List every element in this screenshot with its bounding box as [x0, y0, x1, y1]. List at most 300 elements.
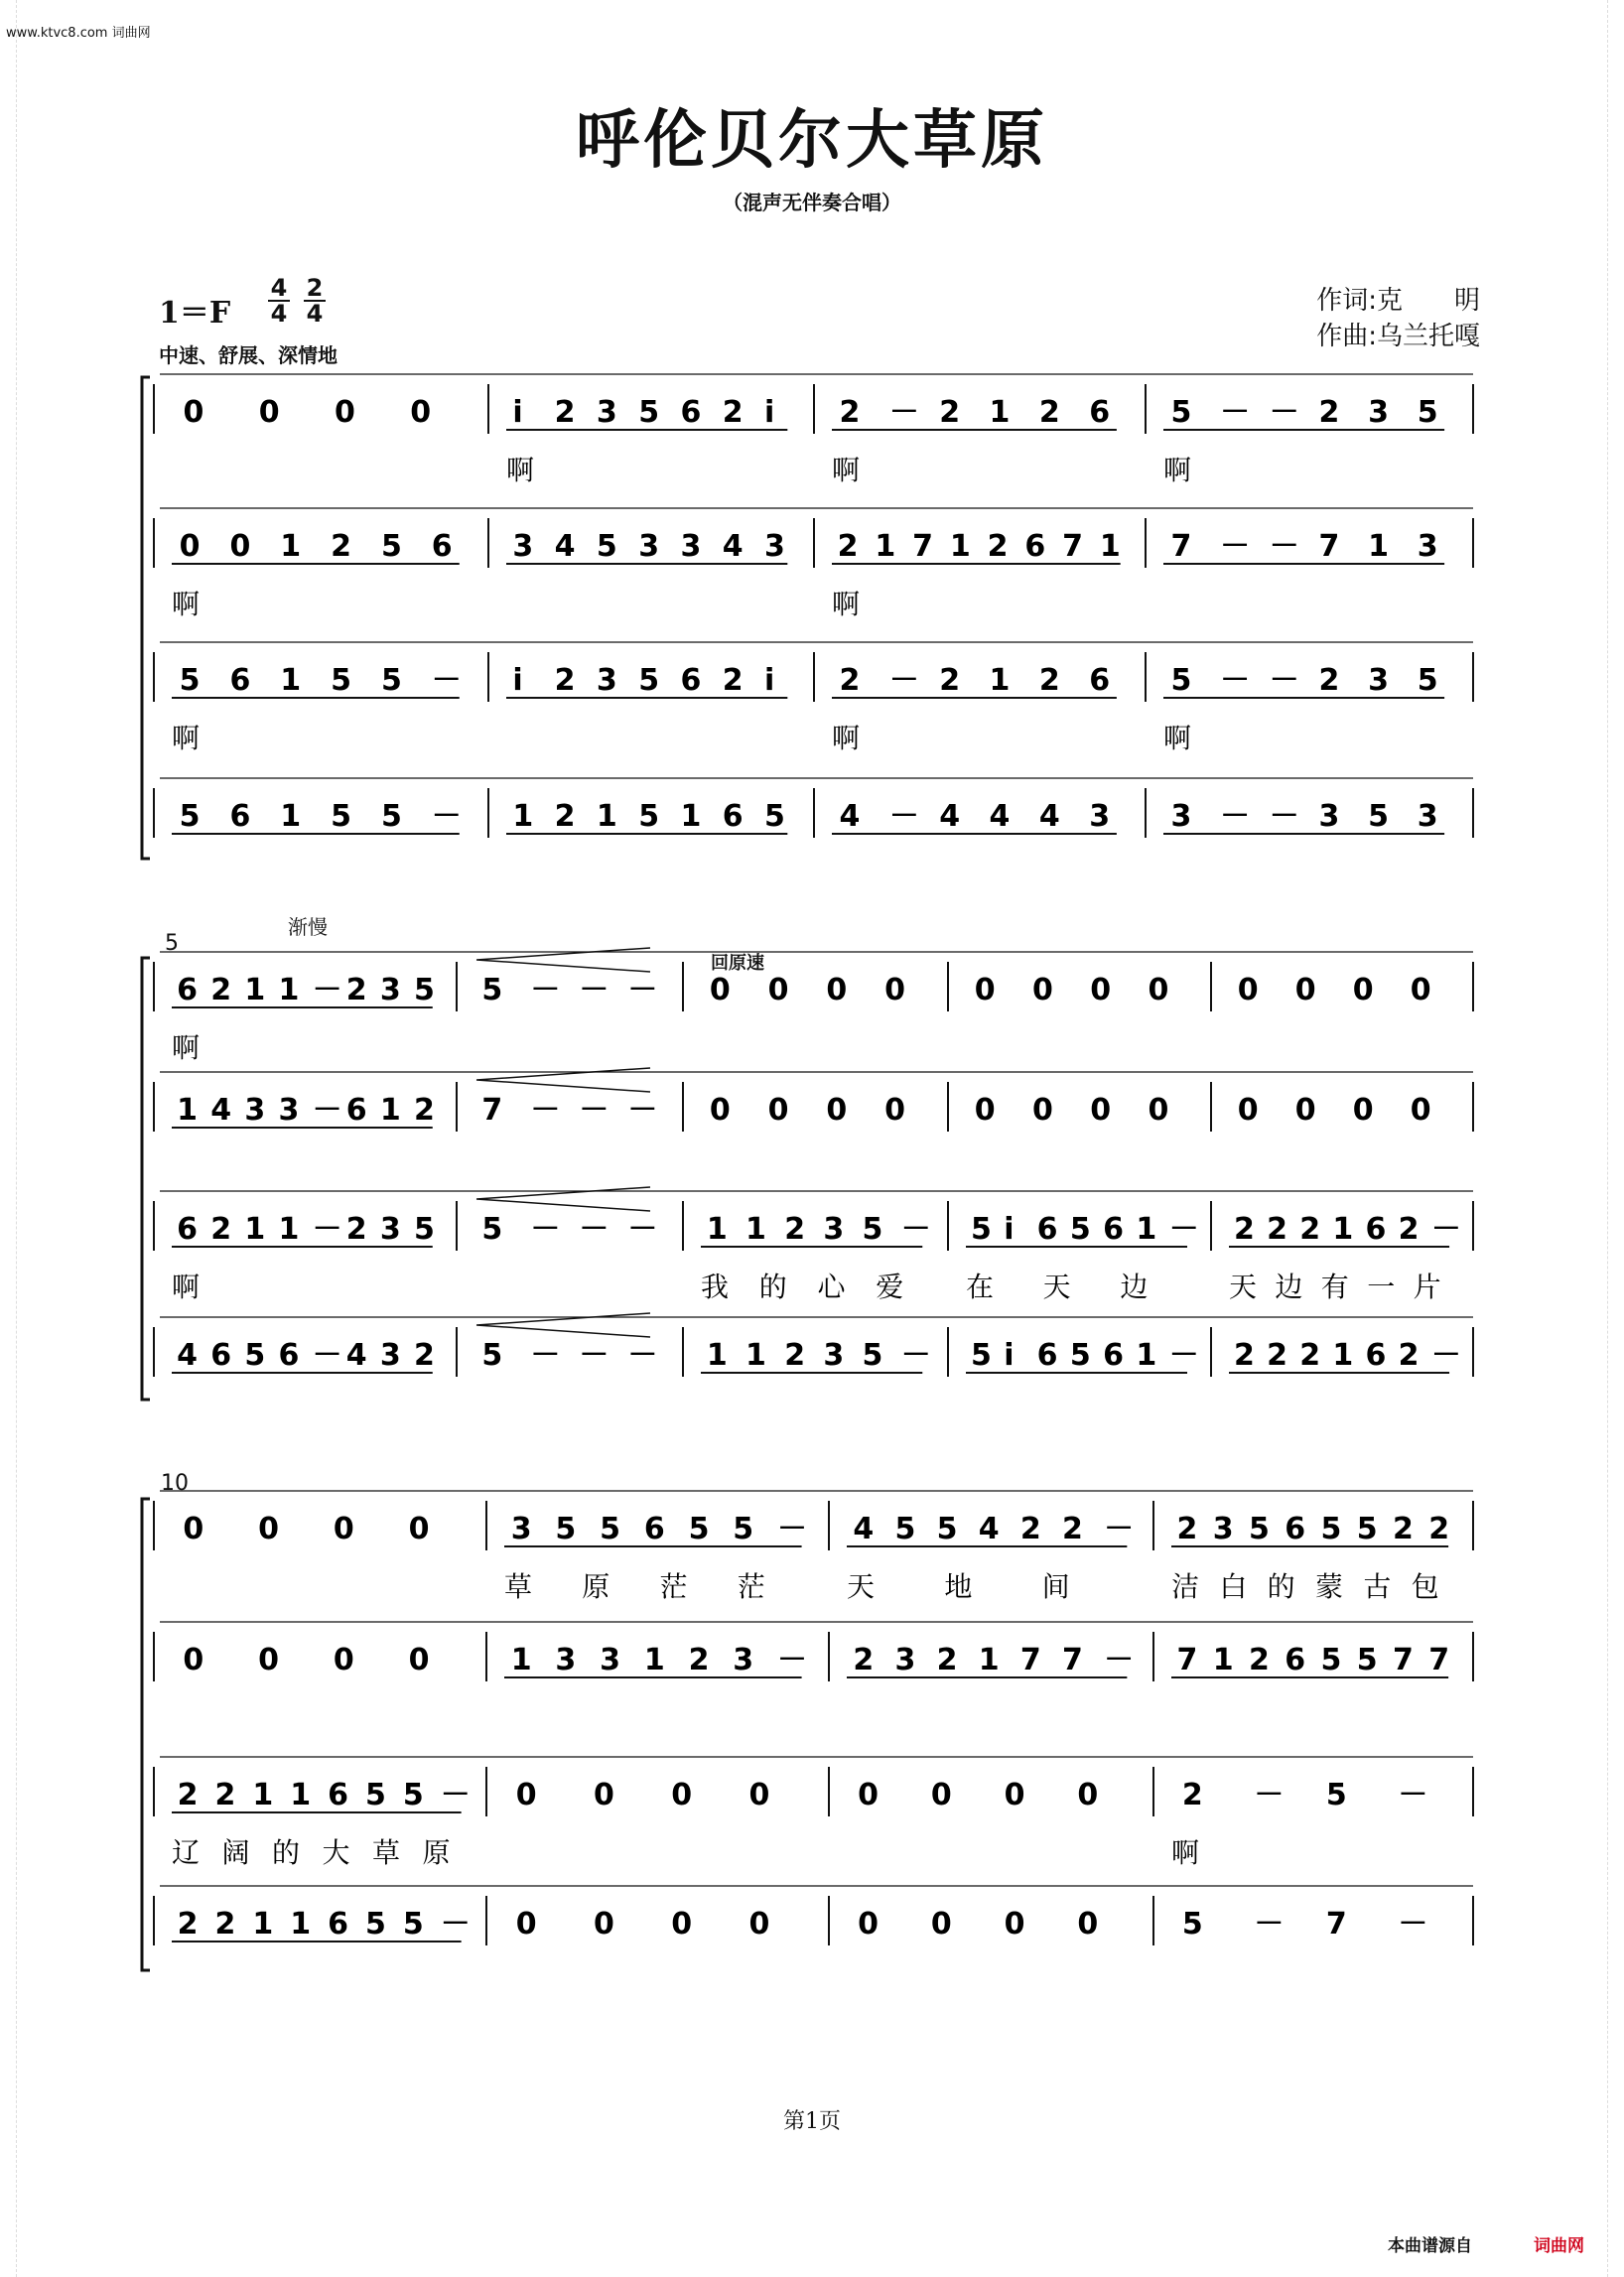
note: 0 — [1294, 1093, 1316, 1128]
note: 2 — [784, 1338, 806, 1373]
lyric-char: 原 — [582, 1570, 610, 1603]
note: － — [1254, 1907, 1285, 1942]
note: 2 — [1392, 1512, 1414, 1546]
note: 5 — [1170, 395, 1192, 430]
note: 0 — [826, 973, 848, 1007]
note: 2 — [784, 1212, 806, 1247]
note: 1 — [706, 1212, 728, 1247]
note: 2 — [1038, 395, 1060, 430]
note: 7 — [1325, 1907, 1347, 1942]
system-bracket — [142, 377, 150, 859]
note: 7 — [1062, 529, 1084, 564]
note: i — [764, 395, 775, 430]
note: 0 — [671, 1907, 693, 1942]
note: － — [579, 1338, 609, 1373]
note: 0 — [1410, 1093, 1431, 1128]
note: － — [579, 1212, 609, 1247]
lyric-char: 啊 — [832, 588, 861, 620]
note: 3 — [1170, 799, 1192, 834]
note: 0 — [258, 1512, 279, 1546]
lyric-char: 古 — [1363, 1570, 1392, 1603]
note: 1 — [177, 1093, 198, 1128]
note: 6 — [431, 529, 453, 564]
note: 0 — [183, 395, 204, 430]
note: 4 — [978, 1512, 1000, 1546]
time-signature-2-4: 2 4 — [304, 276, 326, 326]
note: i — [764, 663, 775, 698]
note: 2 — [214, 1907, 236, 1942]
note: 6 — [229, 799, 251, 834]
lyric-char: 在 — [966, 1271, 995, 1303]
note: 3 — [638, 529, 660, 564]
note: 2 — [1267, 1338, 1287, 1373]
note: 3 — [379, 1212, 401, 1247]
note: 0 — [1410, 973, 1431, 1007]
note: 2 — [554, 663, 576, 698]
note: 5 — [481, 973, 503, 1007]
note: 2 — [413, 1338, 435, 1373]
note: 1 — [278, 973, 300, 1007]
note: － — [900, 1212, 931, 1247]
note: 1 — [1332, 1338, 1354, 1373]
note: 2 — [1428, 1512, 1450, 1546]
tempo-marking: 中速、舒展、深情地 — [159, 343, 338, 367]
lyric-char: 白 — [1219, 1570, 1248, 1603]
note: 3 — [1368, 395, 1389, 430]
note: 6 — [722, 799, 744, 834]
note: 0 — [1090, 973, 1112, 1007]
lyric-char: 草 — [372, 1836, 401, 1869]
note: 2 — [345, 973, 367, 1007]
note: 0 — [408, 1643, 430, 1677]
note: 5 — [380, 663, 402, 698]
note: － — [312, 1212, 342, 1247]
note: － — [579, 973, 609, 1007]
lyric-char: 啊 — [172, 1031, 201, 1064]
footer-source: 本曲谱源自 — [1388, 2236, 1472, 2256]
lyric-char: 边 — [1120, 1271, 1149, 1303]
note: 0 — [515, 1907, 537, 1942]
note: 2 — [1398, 1212, 1420, 1247]
note: 0 — [767, 1093, 789, 1128]
note: 0 — [410, 395, 432, 430]
note: － — [440, 1778, 471, 1812]
lyric-char: 啊 — [832, 454, 861, 486]
lyric-char: 啊 — [172, 1271, 201, 1303]
note: 5 — [1356, 1643, 1378, 1677]
note: 0 — [1352, 973, 1374, 1007]
note: － — [312, 1093, 342, 1128]
note: 1 — [280, 663, 302, 698]
note: － — [312, 973, 342, 1007]
note: 5 — [481, 1212, 503, 1247]
note: 0 — [709, 1093, 731, 1128]
lyric-char: 啊 — [832, 722, 861, 754]
note: 4 — [839, 799, 861, 834]
note: 4 — [554, 529, 576, 564]
note: 5 — [402, 1907, 424, 1942]
note: 1 — [1332, 1212, 1354, 1247]
note: 2 — [214, 1778, 236, 1812]
note: 0 — [1352, 1093, 1374, 1128]
note: 0 — [334, 395, 355, 430]
note: 7 — [912, 529, 934, 564]
lyric-char: 啊 — [1163, 454, 1192, 486]
lyric-char: 啊 — [1163, 722, 1192, 754]
lyric-char: 一 — [1367, 1271, 1396, 1303]
note: 2 — [1233, 1338, 1255, 1373]
ritardando-mark: 渐慢 — [288, 915, 328, 939]
note: 1 — [978, 1643, 1000, 1677]
note: － — [440, 1907, 471, 1942]
note: － — [627, 1212, 658, 1247]
note: － — [1220, 395, 1251, 430]
lyric-char: 茫 — [737, 1570, 765, 1603]
note: 2 — [1299, 1212, 1321, 1247]
note: 6 — [643, 1512, 665, 1546]
note: 2 — [554, 799, 576, 834]
note: 3 — [510, 1512, 532, 1546]
note: 4 — [177, 1338, 198, 1373]
note: 6 — [177, 1212, 198, 1247]
note: i — [512, 663, 523, 698]
note: 0 — [1148, 973, 1169, 1007]
time-signature-4-4: 4 4 — [268, 276, 290, 326]
note: 5 — [733, 1512, 754, 1546]
note: 6 — [1036, 1212, 1058, 1247]
note: 5 — [331, 663, 351, 698]
lyric-char: 天 — [847, 1570, 876, 1603]
note: 5 — [638, 395, 660, 430]
note: 3 — [1089, 799, 1111, 834]
note: 1 — [1368, 529, 1389, 564]
note: － — [1220, 799, 1251, 834]
lyric-char: 地 — [944, 1570, 973, 1603]
lyric-char: 间 — [1041, 1570, 1070, 1603]
note: 5 — [413, 1212, 435, 1247]
note: 0 — [593, 1778, 614, 1812]
note: 6 — [328, 1778, 349, 1812]
note: 3 — [596, 395, 617, 430]
note: 1 — [643, 1643, 665, 1677]
note: 5 — [1356, 1512, 1378, 1546]
lyric-char: 大 — [322, 1836, 350, 1869]
note: 6 — [1365, 1338, 1387, 1373]
note: 0 — [333, 1512, 354, 1546]
note: 2 — [839, 663, 861, 698]
note: 2 — [331, 529, 351, 564]
footer-brand-link[interactable]: 词曲网 — [1534, 2236, 1584, 2256]
note: 6 — [229, 663, 251, 698]
note: 3 — [733, 1643, 754, 1677]
note: 1 — [244, 973, 266, 1007]
key-signature: 1＝F — [159, 296, 231, 331]
note: i — [512, 395, 523, 430]
note: 5 — [380, 529, 402, 564]
note: 0 — [974, 1093, 996, 1128]
note: 2 — [1233, 1212, 1255, 1247]
note: 0 — [671, 1778, 693, 1812]
note: － — [1430, 1338, 1461, 1373]
note: 1 — [290, 1778, 312, 1812]
note: 5 — [244, 1338, 266, 1373]
note: 3 — [823, 1212, 845, 1247]
measure-number-5: 5 — [165, 931, 179, 956]
note: 0 — [767, 973, 789, 1007]
note: 1 — [1212, 1643, 1234, 1677]
note: 1 — [1099, 529, 1121, 564]
note: － — [1430, 1212, 1461, 1247]
note: － — [1254, 1778, 1285, 1812]
lyric-char: 天 — [1042, 1271, 1071, 1303]
note: 2 — [177, 1907, 199, 1942]
lyric-char: 啊 — [172, 588, 201, 620]
lyric-char: 包 — [1411, 1570, 1439, 1603]
note: 3 — [1318, 799, 1340, 834]
note: 5 — [365, 1907, 386, 1942]
note: 7 — [1062, 1643, 1083, 1677]
note: 1 — [949, 529, 971, 564]
note: 0 — [930, 1778, 952, 1812]
note: 5 — [638, 799, 660, 834]
note: 3 — [244, 1093, 266, 1128]
note: 5 — [1417, 395, 1438, 430]
note: 3 — [680, 529, 702, 564]
note: 1 — [706, 1338, 728, 1373]
note: 1 — [244, 1212, 266, 1247]
note: 5 — [555, 1512, 577, 1546]
note: 3 — [1417, 799, 1438, 834]
note: － — [1269, 529, 1299, 564]
note: 2 — [554, 395, 576, 430]
note: － — [776, 1512, 807, 1546]
note: 5 — [402, 1778, 424, 1812]
note: － — [1220, 529, 1251, 564]
note: 0 — [748, 1907, 770, 1942]
note: 3 — [1212, 1512, 1234, 1546]
note: 5 — [600, 1512, 621, 1546]
note: 5 — [764, 799, 785, 834]
note: 6 — [1285, 1643, 1306, 1677]
note: － — [627, 1093, 658, 1128]
note: 0 — [884, 973, 905, 1007]
note: 5 — [970, 1212, 992, 1247]
note: 5 — [179, 663, 201, 698]
note: 3 — [379, 1338, 401, 1373]
note: 3 — [894, 1643, 916, 1677]
note: 3 — [278, 1093, 300, 1128]
lyric-char: 阔 — [221, 1836, 250, 1869]
note: 6 — [1103, 1338, 1125, 1373]
note: 2 — [1398, 1338, 1420, 1373]
note: i — [1004, 1212, 1015, 1247]
note: － — [1269, 395, 1299, 430]
note: 0 — [593, 1907, 614, 1942]
note: 1 — [680, 799, 702, 834]
note: 7 — [1170, 529, 1192, 564]
lyric-char: 啊 — [172, 722, 201, 754]
note: 1 — [989, 395, 1011, 430]
note: 6 — [1285, 1512, 1306, 1546]
note: 0 — [1294, 973, 1316, 1007]
lyric-char: 草 — [504, 1570, 533, 1603]
note: 0 — [1077, 1778, 1099, 1812]
note: 3 — [512, 529, 534, 564]
note: 5 — [936, 1512, 958, 1546]
note: 0 — [515, 1778, 537, 1812]
note: 2 — [1318, 663, 1340, 698]
note: 1 — [745, 1338, 766, 1373]
note: 0 — [1237, 1093, 1259, 1128]
note: 6 — [1036, 1338, 1058, 1373]
note: 2 — [210, 1212, 232, 1247]
note: 6 — [210, 1338, 232, 1373]
lyric-char: 心 — [817, 1271, 846, 1303]
note: 5 — [1325, 1778, 1347, 1812]
lyric-char: 有 — [1320, 1271, 1349, 1303]
lyric-char: 天 — [1229, 1271, 1258, 1303]
note: 5 — [1069, 1212, 1091, 1247]
system-bracket — [142, 958, 150, 1400]
note: 5 — [638, 663, 660, 698]
note: － — [900, 1338, 931, 1373]
note: 6 — [345, 1093, 367, 1128]
note: 6 — [1089, 395, 1111, 430]
note: － — [627, 1338, 658, 1373]
note: 1 — [252, 1778, 274, 1812]
note: 4 — [345, 1338, 367, 1373]
note: 2 — [987, 529, 1009, 564]
note: 0 — [1031, 1093, 1053, 1128]
score-layer — [142, 374, 1473, 1970]
note: － — [530, 1212, 561, 1247]
note: 2 — [1038, 663, 1060, 698]
note: 2 — [1019, 1512, 1041, 1546]
note: 5 — [862, 1338, 883, 1373]
note: － — [1104, 1643, 1135, 1677]
note: 0 — [183, 1643, 204, 1677]
note: － — [888, 395, 919, 430]
note: 5 — [365, 1778, 386, 1812]
note: 2 — [1062, 1512, 1083, 1546]
note: 0 — [179, 529, 201, 564]
note: 1 — [596, 799, 617, 834]
lyric-char: 我 — [701, 1271, 730, 1303]
note: － — [627, 973, 658, 1007]
note: 4 — [853, 1512, 875, 1546]
lyricist-credit: 作词:克 明 — [1316, 286, 1480, 316]
note: 5 — [1320, 1512, 1342, 1546]
measure-number-10: 10 — [161, 1471, 189, 1496]
page-title: 呼伦贝尔大草原 — [576, 103, 1048, 178]
note: 4 — [722, 529, 744, 564]
note: 1 — [1136, 1212, 1157, 1247]
note: 2 — [1318, 395, 1340, 430]
note: 3 — [1417, 529, 1438, 564]
note: 6 — [278, 1338, 300, 1373]
lyric-char: 茫 — [659, 1570, 688, 1603]
note: 5 — [688, 1512, 710, 1546]
note: 0 — [884, 1093, 905, 1128]
site-url[interactable]: www.ktvc8.com 词曲网 — [6, 26, 151, 41]
note: 3 — [596, 663, 617, 698]
note: 2 — [210, 973, 232, 1007]
note: 5 — [1248, 1512, 1270, 1546]
note: － — [1220, 663, 1251, 698]
note: 0 — [826, 1093, 848, 1128]
subtitle: （混声无伴奏合唱） — [723, 191, 901, 214]
note: 6 — [1103, 1212, 1125, 1247]
note: 3 — [379, 973, 401, 1007]
note: 3 — [823, 1338, 845, 1373]
note: 7 — [481, 1093, 503, 1128]
note: 2 — [722, 663, 744, 698]
note: 0 — [183, 1512, 204, 1546]
note: － — [530, 973, 561, 1007]
note: 0 — [258, 1643, 279, 1677]
note: 6 — [1365, 1212, 1387, 1247]
note: 5 — [1320, 1643, 1342, 1677]
note: 2 — [939, 395, 961, 430]
note: 5 — [894, 1512, 916, 1546]
note: 2 — [936, 1643, 958, 1677]
lyric-char: 洁 — [1171, 1570, 1200, 1603]
note: 2 — [1181, 1778, 1203, 1812]
note: 2 — [837, 529, 859, 564]
note: 4 — [210, 1093, 232, 1128]
note: 0 — [858, 1907, 879, 1942]
note: 5 — [1170, 663, 1192, 698]
note: － — [431, 663, 462, 698]
note: 7 — [1428, 1643, 1450, 1677]
note: 6 — [177, 973, 198, 1007]
note: 1 — [512, 799, 534, 834]
note: 5 — [596, 529, 617, 564]
note: 0 — [858, 1778, 879, 1812]
note: － — [1168, 1212, 1199, 1247]
lyric-char: 片 — [1413, 1271, 1441, 1303]
note: 5 — [481, 1338, 503, 1373]
note: 7 — [1176, 1643, 1198, 1677]
note: 3 — [600, 1643, 621, 1677]
system-bracket — [142, 1499, 150, 1970]
note: 5 — [1181, 1907, 1203, 1942]
note: 3 — [555, 1643, 577, 1677]
note: － — [431, 799, 462, 834]
note: 2 — [688, 1643, 710, 1677]
note: 4 — [939, 799, 961, 834]
note: 0 — [1031, 973, 1053, 1007]
note: 0 — [974, 973, 996, 1007]
note: 0 — [1004, 1778, 1025, 1812]
note: － — [530, 1093, 561, 1128]
note: 6 — [680, 663, 702, 698]
lyric-char: 蒙 — [1315, 1570, 1344, 1603]
note: － — [1398, 1907, 1428, 1942]
note: 5 — [331, 799, 351, 834]
note: － — [1398, 1778, 1428, 1812]
note: 3 — [764, 529, 785, 564]
lyric-char: 啊 — [506, 454, 535, 486]
note: 5 — [380, 799, 402, 834]
lyric-char: 的 — [1267, 1570, 1295, 1603]
note: 0 — [930, 1907, 952, 1942]
a-tempo-mark: 回原速 — [711, 953, 764, 974]
note: 0 — [258, 395, 280, 430]
note: 5 — [970, 1338, 992, 1373]
note: 1 — [252, 1907, 274, 1942]
note: 1 — [290, 1907, 312, 1942]
